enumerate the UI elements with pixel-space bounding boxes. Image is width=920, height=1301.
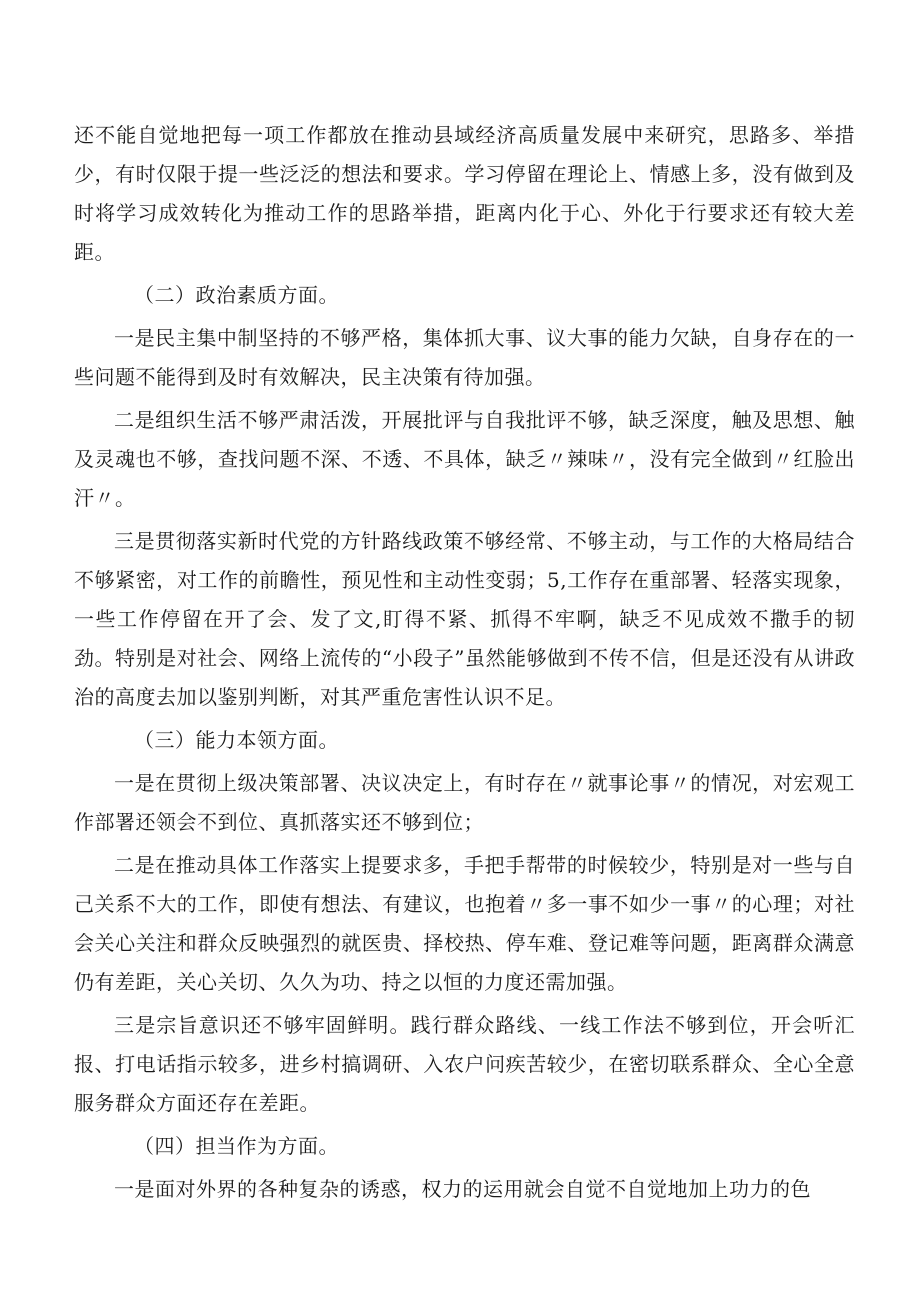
body-paragraph-continued: 还不能自觉地把每一项工作都放在推动县域经济高质量发展中来研究，思路多、举措少，有时仅限于提一些泛泛的想法和要求。学习停留在理论上、情感上多，没有做到及时将学习成效转化为推动工作的思路举措，距离内化于心、外化于行要求还有较大差距。 [74,123,855,264]
body-paragraph: 一是面对外界的各种复杂的诱惑，权力的运用就会自觉不自觉地加上功力的色 [114,1177,811,1201]
section-heading-ability: （三）能力本领方面。 [134,728,339,752]
body-paragraph: 三是贯彻落实新时代党的方针路线政策不够经常、不够主动，与工作的大格局结合不够紧密，对工作的前瞻性，预见性和主动性变弱；5,工作存在重部署、轻落实现象，一些工作停留在开了会、发了文,盯得不紧、抓得不牢啊，缺乏不见成效不撒手的韧劲。特别是对社会、网络上流传的“小段子”虽然能够做到不传不信，但是还没有从讲政治的高度去加以鉴别判断，对其严重危害性认识不足。 [74,529,855,709]
body-paragraph: 一是在贯彻上级决策部署、决议决定上，有时存在〃就事论事〃的情况，对宏观工作部署还领会不到位、真抓落实还不够到位； [74,771,855,834]
section-heading-political-quality: （二）政治素质方面。 [134,283,339,307]
section-heading-responsibility: （四）担当作为方面。 [134,1134,339,1158]
document-page [74,116,855,1213]
body-paragraph: 一是民主集中制坚持的不够严格，集体抓大事、议大事的能力欠缺，自身存在的一些问题不能得到及时有效解决，民主决策有待加强。 [74,326,855,389]
body-paragraph: 二是组织生活不够严肃活泼，开展批评与自我批评不够，缺乏深度，触及思想、触及灵魂也不够，查找问题不深、不透、不具体，缺乏〃辣味〃，没有完全做到〃红脸出汗〃。 [74,408,855,510]
body-paragraph: 二是在推动具体工作落实上提要求多，手把手帮带的时候较少，特别是对一些与自己关系不大的工作，即使有想法、有建议，也抱着〃多一事不如少一事〃的心理；对社会关心关注和群众反映强烈的就医贵、择校热、停车难、登记难等问题，距离群众满意仍有差距，关心关切、久久为功、持之以恒的力度还需加强。 [74,853,855,994]
body-paragraph: 三是宗旨意识还不够牢固鲜明。践行群众路线、一线工作法不够到位，开会听汇报、打电话指示较多，进乡村搞调研、入农户问疾苦较少，在密切联系群众、全心全意服务群众方面还存在差距。 [74,1013,855,1115]
